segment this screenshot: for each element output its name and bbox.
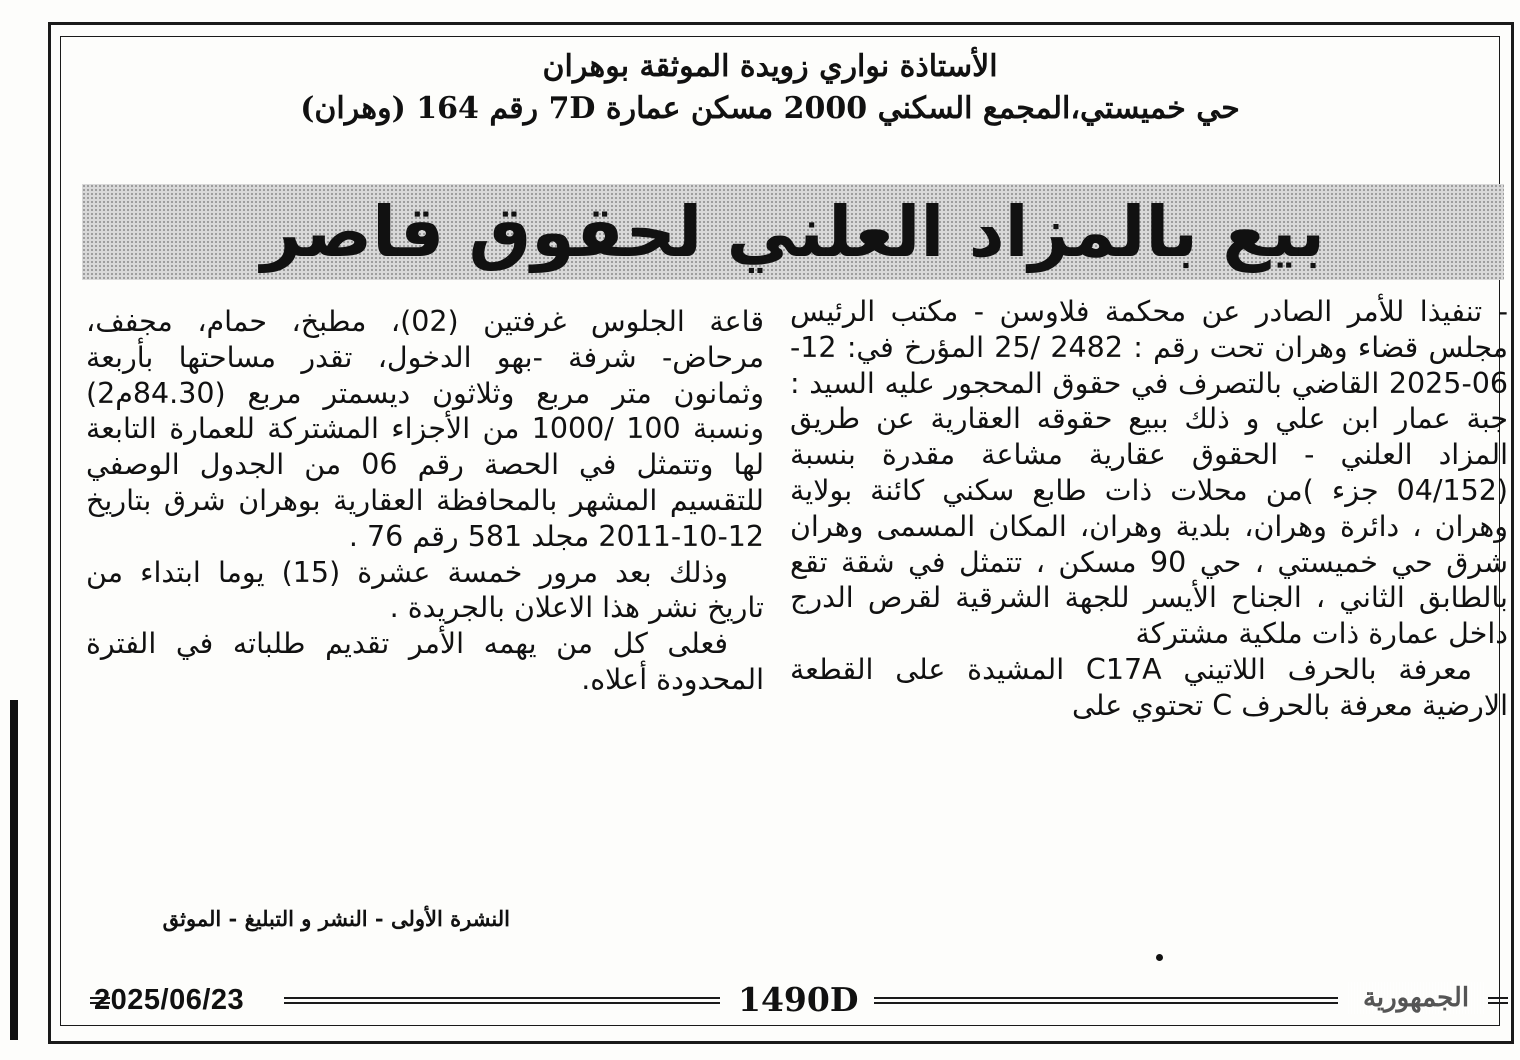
notary-header bbox=[120, 46, 1420, 130]
announcement-number: 1490D bbox=[738, 980, 859, 1019]
publication-date: 2025/06/23 bbox=[94, 984, 245, 1016]
paragraph-deadline: وذلك بعد مرور خمسة عشرة (15) يوما ابتداء من تاريخ نشر هذا الاعلان بالجريدة . bbox=[86, 555, 764, 625]
paragraph-requests: فعلى كل من يهمه الأمر تقديم طلباته في الفترة المحدودة أعلاه. bbox=[86, 627, 764, 696]
scan-edge-shadow bbox=[10, 700, 18, 1040]
stray-dot bbox=[1156, 954, 1163, 961]
notary-name: الأستاذة نواري زويدة الموثقة بوهران bbox=[542, 49, 998, 84]
announcement-title: بيع بالمزاد العلني لحقوق قاصر bbox=[260, 191, 1326, 273]
newspaper-logo: الجمهورية bbox=[1346, 982, 1486, 1014]
notary-address: حي خميستي،المجمع السكني 2000 مسكن عمارة 7D رقم 164 (وهران) bbox=[300, 91, 1240, 126]
right-column bbox=[790, 294, 1508, 724]
paragraph-order: - تنفيذا للأمر الصادر عن محكمة فلاوسن - مكتب الرئيس مجلس قضاء وهران تحت رقم : 2482 /25 المؤرخ في: 12-06-2025 القاضي بالتصرف في حقوق المحجور عليه السيد : جبة عمار ابن علي و ذلك ببيع حقوقه العقارية عن طريق المزاد العلني - الحقوق عقارية مشاعة مقدرة بنسبة (04/152 جزء )من محلات ذات طابع سكني كائنة بولاية وهران ، دائرة وهران، بلدية وهران، المكان المسمى وهران شرق حي خميستي ، حي 90 مسكن ، تتمثل في شقة تقع بالطابق الثاني ، الجناح الأيسر للجهة الشرقية لقرص الدرج داخل عمارة ذات ملكية مشتركة bbox=[790, 295, 1508, 651]
paragraph-description: قاعة الجلوس غرفتين (02)، مطبخ، حمام، مجفف، مرحاض- شرفة -بهو الدخول، تقدر مساحتها بأربعة وثمانون متر مربع وثلاثون ديسمتر مربع (84.30م2) ونسبة 100 /1000 من الأجزاء المشتركة للعمارة التابعة لها وتتمثل في الحصة رقم 06 من الجدول الوصفي للتقسيم المشهر بالمحافظة العقارية بوهران شرق بتاريخ 12-10-2011 مجلد 581 رقم 76 . bbox=[86, 305, 765, 553]
footer-rule bbox=[1488, 997, 1508, 1004]
footer-rule bbox=[874, 997, 1338, 1004]
footer-rule bbox=[284, 997, 720, 1004]
left-column bbox=[86, 304, 764, 698]
signature-line: النشرة الأولى - النشر و التبليغ - الموثق bbox=[162, 906, 510, 931]
paragraph-building: معرفة بالحرف اللاتيني C17A المشيدة على القطعة الارضية معرفة بالحرف C تحتوي على bbox=[790, 652, 1508, 722]
